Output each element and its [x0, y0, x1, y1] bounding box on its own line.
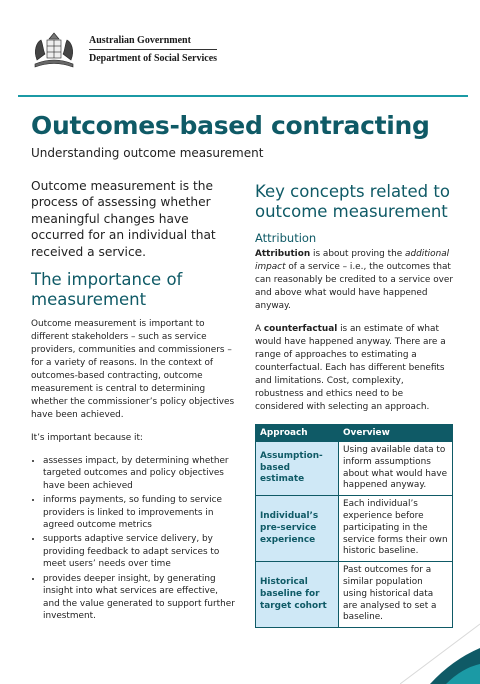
approach-cell: Assumption-based estimate [256, 442, 339, 496]
page-subtitle: Understanding outcome measurement [31, 146, 264, 160]
because-label: It’s important because it: [31, 433, 143, 444]
header [31, 30, 231, 74]
counterfactual-pre: A [255, 324, 264, 334]
attribution-text-2: of a service – i.e., the outcomes that can reasonably be credited to a service over and above what would have happened anyway. [255, 262, 454, 311]
overview-cell: Past outcomes for a similar population using historical data are analysed to set a baseline. [339, 562, 453, 628]
table-row [256, 442, 453, 496]
counterfactual-text: is an estimate of what would have happened anyway. There are a range of approaches to estimating a counterfactual. Each has different benefits and limitations. Cost, complexity, robustness and ethics need to be considered with selecting an approach. [255, 324, 446, 412]
overview-cell: Each individual’s experience before participating in the service forms their own historic baseline. [339, 496, 453, 562]
right-column [255, 182, 453, 628]
importance-heading: The importance of measurement [31, 270, 183, 310]
attribution-text-1: is about proving the [310, 249, 406, 259]
title-rule [18, 95, 468, 97]
attribution-italic: additional impact [255, 249, 450, 272]
approach-table [255, 424, 453, 628]
approach-cell: Individual’s pre-service experience [256, 496, 339, 562]
importance-paragraph: Outcome measurement is important to different stakeholders – such as service providers, communities and commissioners – for a variety of reasons. In the context of outcomes-based contracting, outcome measurement is central to determining whether the commissioner’s policy objectives have been achieved. [31, 319, 235, 421]
approach-cell: Historical baseline for target cohort [256, 562, 339, 628]
attribution-subheading: Attribution [255, 231, 317, 245]
counterfactual-paragraph [255, 323, 453, 414]
list-item: • supports adaptive service delivery, by providing feedback to adapt services to meet users’ needs over time [43, 533, 236, 570]
department-name: Department of Social Services [89, 53, 218, 64]
table-row [256, 496, 453, 562]
intro-paragraph: Outcome measurement is the process of assessing whether meaningful changes have occurred for an individual that received a service. [31, 179, 216, 259]
attribution-paragraph [255, 248, 453, 313]
list-item: • provides deeper insight, by generating insight into what services are effective, and the value generated to support further investment. [43, 573, 236, 623]
overview-cell: Using available data to inform assumptions about what would have happened anyway. [339, 442, 453, 496]
list-item: • assesses impact, by determining whether targeted outcomes and policy objectives have been achieved [43, 455, 236, 492]
importance-list [31, 455, 236, 622]
column-header-approach: Approach [256, 425, 339, 442]
left-column [31, 178, 236, 624]
table-header-row [256, 425, 453, 442]
list-item: • informs payments, so funding to service providers is linked to improvements in agreed outcome metrics [43, 494, 236, 531]
column-header-overview: Overview [339, 425, 453, 442]
government-name: Australian Government [89, 35, 191, 46]
attribution-term: Attribution [255, 249, 311, 259]
key-concepts-heading: Key concepts related to outcome measurement [255, 182, 450, 221]
counterfactual-term: counterfactual [263, 324, 338, 334]
page-title: Outcomes-based contracting [31, 111, 430, 140]
corner-decoration [400, 620, 480, 684]
header-divider [89, 49, 217, 50]
table-row [256, 562, 453, 628]
coat-of-arms-icon [31, 30, 77, 70]
